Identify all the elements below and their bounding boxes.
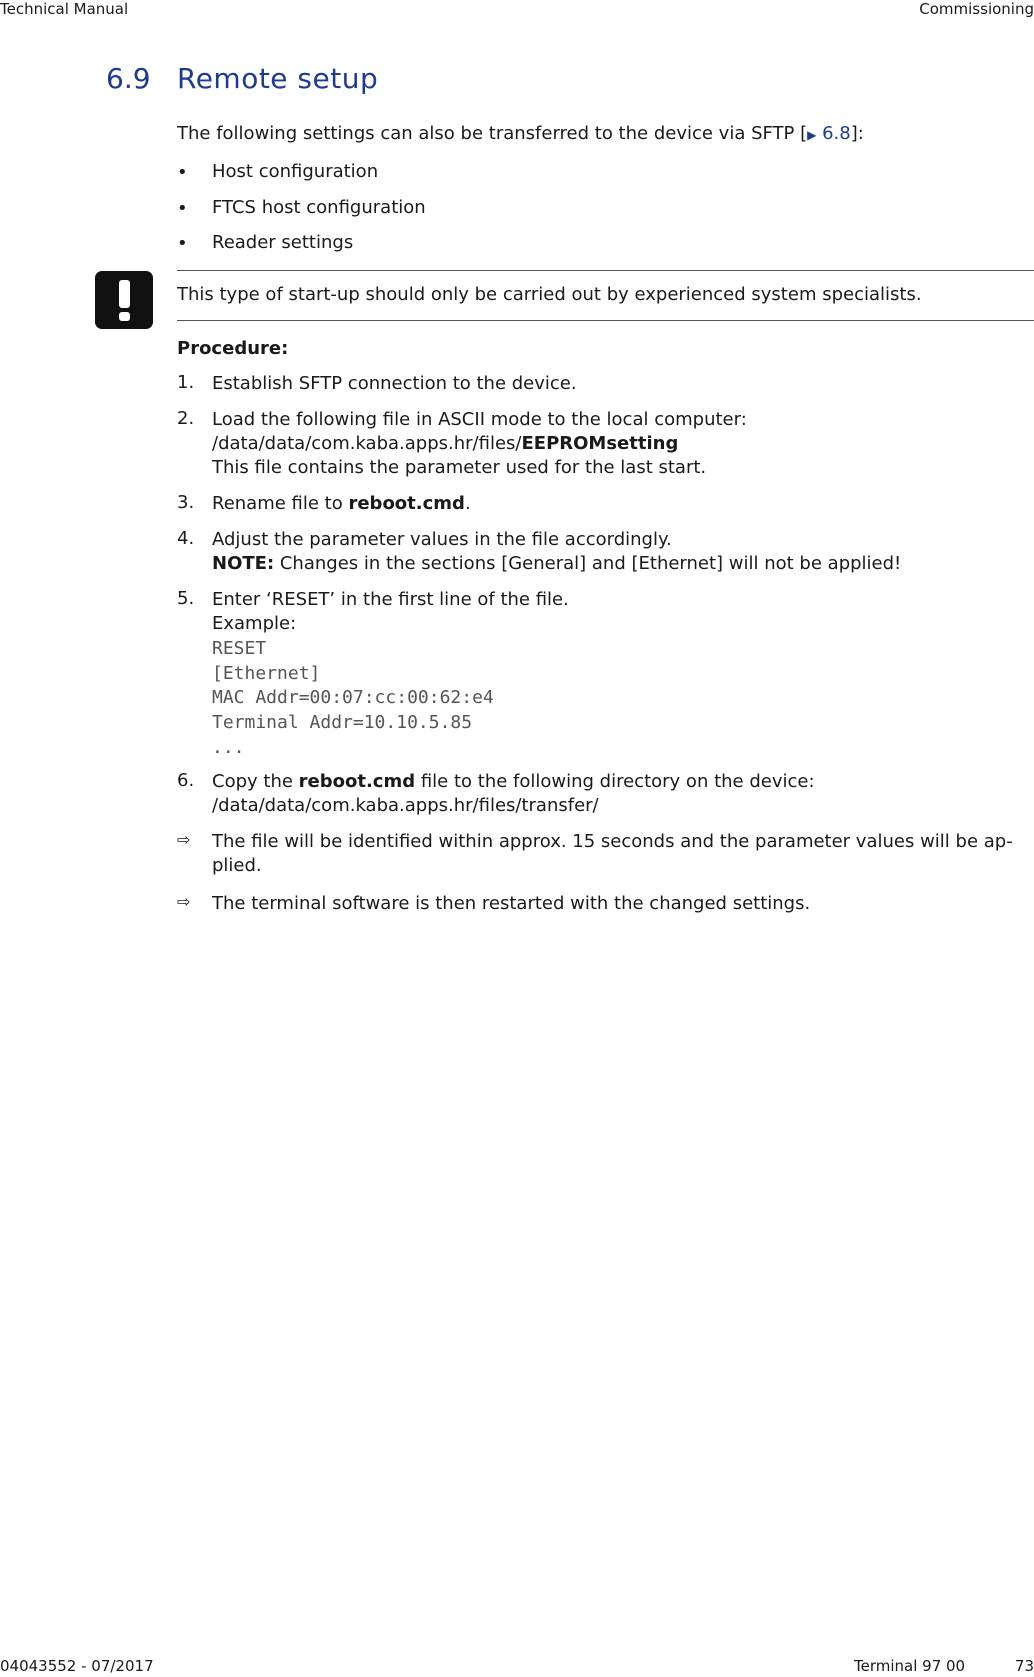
- footer-doc-id: 04043552 - 07/2017: [0, 1657, 154, 1675]
- code-line: MAC Addr=00:07:cc:00:62:e4: [212, 687, 494, 708]
- link-6-8[interactable]: [807, 123, 851, 144]
- header-right: Commissioning: [919, 0, 1034, 18]
- intro-paragraph: [177, 122, 864, 147]
- step-number: 6.: [177, 770, 195, 791]
- step-number: 4.: [177, 528, 195, 549]
- result-text: The terminal software is then restarted with the changed settings.: [212, 893, 811, 914]
- result-text: The file will be identified within approx. 15 seconds and the parameter values will be ap-: [212, 831, 1013, 852]
- warning-bottom-rule: [177, 320, 1034, 321]
- step-number: 3.: [177, 492, 195, 513]
- hollow-arrow-icon: ⇨: [177, 892, 191, 911]
- step-text: Enter ‘RESET’ in the first line of the file.: [212, 589, 569, 610]
- intro-text: The following settings can also be transferred to the device via SFTP [: [177, 123, 808, 144]
- step-text: Establish SFTP connection to the device.: [212, 373, 577, 394]
- result-text: plied.: [212, 855, 262, 876]
- step-number: 2.: [177, 408, 195, 429]
- warning-top-rule: [177, 270, 1034, 271]
- bullet-dot: •: [177, 198, 188, 219]
- step-text: Example:: [212, 613, 297, 634]
- step-text: Adjust the parameter values in the file accordingly.: [212, 529, 672, 550]
- triangle-right-icon: ▶: [807, 128, 817, 142]
- bullet-item: Host configuration: [212, 161, 379, 182]
- bullet-item: Reader settings: [212, 232, 354, 253]
- exclamation-icon: [95, 271, 153, 329]
- directory-path: /data/data/com.kaba.apps.hr/files/transfer/: [212, 795, 599, 816]
- code-line: [Ethernet]: [212, 663, 321, 684]
- page-number: 73: [1014, 1657, 1034, 1675]
- step-text: This file contains the parameter used for the last start.: [212, 457, 707, 478]
- link-text: 6.8: [822, 123, 851, 144]
- note-text: NOTE: Changes in the sections [General] and [Ethernet] will not be applied!: [212, 553, 902, 574]
- procedure-label: Procedure:: [177, 338, 289, 359]
- warning-text: This type of start-up should only be carried out by experienced system specialists.: [177, 284, 922, 305]
- code-line: Terminal Addr=10.10.5.85: [212, 712, 473, 733]
- step-text: Copy the reboot.cmd file to the following directory on the device:: [212, 771, 815, 792]
- step-number: 1.: [177, 372, 195, 393]
- step-text: Load the following file in ASCII mode to the local computer:: [212, 409, 747, 430]
- intro-end: ]:: [850, 123, 864, 144]
- section-number: 6.9: [106, 62, 151, 95]
- bullet-dot: •: [177, 162, 188, 183]
- header-left: Technical Manual: [0, 0, 129, 18]
- hollow-arrow-icon: ⇨: [177, 830, 191, 849]
- footer-product: Terminal 97 00: [854, 1657, 966, 1675]
- code-line: RESET: [212, 638, 267, 659]
- step-text: Rename file to reboot.cmd.: [212, 493, 471, 514]
- bullet-dot: •: [177, 233, 188, 254]
- bullet-item: FTCS host configuration: [212, 197, 426, 218]
- step-number: 5.: [177, 588, 195, 609]
- code-line: ...: [212, 737, 245, 758]
- file-path: /data/data/com.kaba.apps.hr/files/EEPROMsetting: [212, 433, 679, 454]
- section-title: Remote setup: [177, 62, 379, 95]
